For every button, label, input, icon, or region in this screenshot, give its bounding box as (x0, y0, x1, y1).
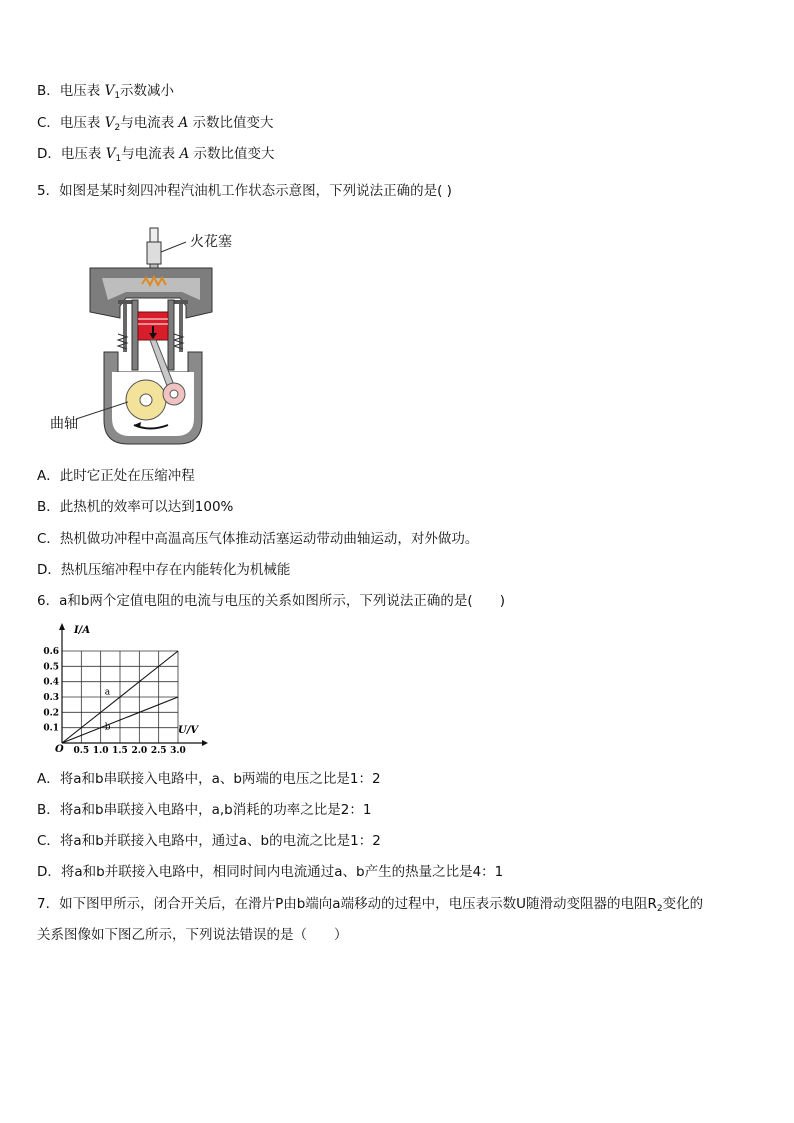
x-axis-label: U/V (178, 725, 199, 736)
option-4b: B．电压表 $V_1$示数减小 (37, 83, 175, 101)
spark-plug-leader (161, 242, 186, 252)
y-tick-label: 0.5 (43, 662, 59, 673)
y-tick-label: 0.3 (43, 693, 59, 703)
spark-plug (147, 228, 161, 270)
option-6d: D．将a和b并联接入电路中，相同时间内电流通过a、b产生的热量之比是4：1 (37, 864, 504, 880)
x-tick-label: 3.0 (170, 746, 186, 755)
x-tick-label: 2.5 (150, 746, 167, 755)
y-tick-label: 0.4 (43, 677, 59, 688)
series-label-a: a (104, 687, 111, 698)
option-5d: D．热机压缩冲程中存在内能转化为机械能 (37, 562, 291, 578)
question-6-stem: 6．a和b两个定值电阻的电流与电压的关系如图所示，下列说法正确的是( ) (37, 593, 505, 609)
option-5a: A．此时它正处在压缩冲程 (37, 468, 195, 484)
option-6a: A．将a和b串联接入电路中，a、b两端的电压之比是1：2 (37, 771, 381, 787)
x-tick-label: 2.0 (131, 746, 148, 755)
y-tick-label: 0.1 (43, 723, 59, 734)
x-tick-label: 1.5 (112, 746, 128, 755)
crank-pin-hole (170, 390, 178, 398)
x-axis-arrow (202, 740, 208, 746)
question-7-stem-line2: 关系图像如下图乙所示，下列说法错误的是（ ） (37, 927, 348, 943)
piston (138, 312, 168, 340)
y-tick-label: 0.6 (43, 647, 59, 657)
option-5b: B．此热机的效率可以达到100% (37, 499, 234, 515)
cylinder-wall-left (132, 300, 138, 370)
crankshaft-axle (140, 394, 152, 406)
engine-diagram (46, 222, 256, 452)
y-tick-label: 0.2 (43, 708, 59, 719)
option-5c: C．热机做功冲程中高温高压气体推动活塞运动带动曲轴运动，对外做功。 (37, 531, 479, 547)
y-axis-arrow (59, 623, 65, 630)
origin-label: O (55, 744, 64, 755)
question-7-stem-line1: 7．如下图甲所示，闭合开关后，在滑片P由b端向a端移动的过程中，电压表示数U随滑动变阻器的电阻$R_2$变化的 (37, 896, 704, 914)
x-tick-label: 1.0 (92, 746, 109, 755)
option-6b: B．将a和b串联接入电路中，a,b消耗的功率之比是2：1 (37, 802, 372, 818)
x-tick-label: 0.5 (73, 746, 90, 755)
series-label-b: b (104, 722, 111, 733)
option-6c: C．将a和b并联接入电路中，通过a、b的电流之比是1：2 (37, 833, 381, 849)
crankshaft-label: 曲轴 (50, 416, 78, 432)
option-4c: C．电压表 $V_2$与电流表 A 示数比值变大 (37, 115, 274, 133)
spark-plug-label: 火花塞 (190, 234, 232, 250)
cylinder-wall-right (168, 300, 174, 370)
current-voltage-chart (40, 620, 210, 755)
option-4d: D．电压表 $V_1$与电流表 A 示数比值变大 (37, 146, 275, 164)
y-axis-label: I/A (74, 625, 91, 636)
question-5-stem: 5．如图是某时刻四冲程汽油机工作状态示意图，下列说法正确的是( ) (37, 183, 452, 199)
